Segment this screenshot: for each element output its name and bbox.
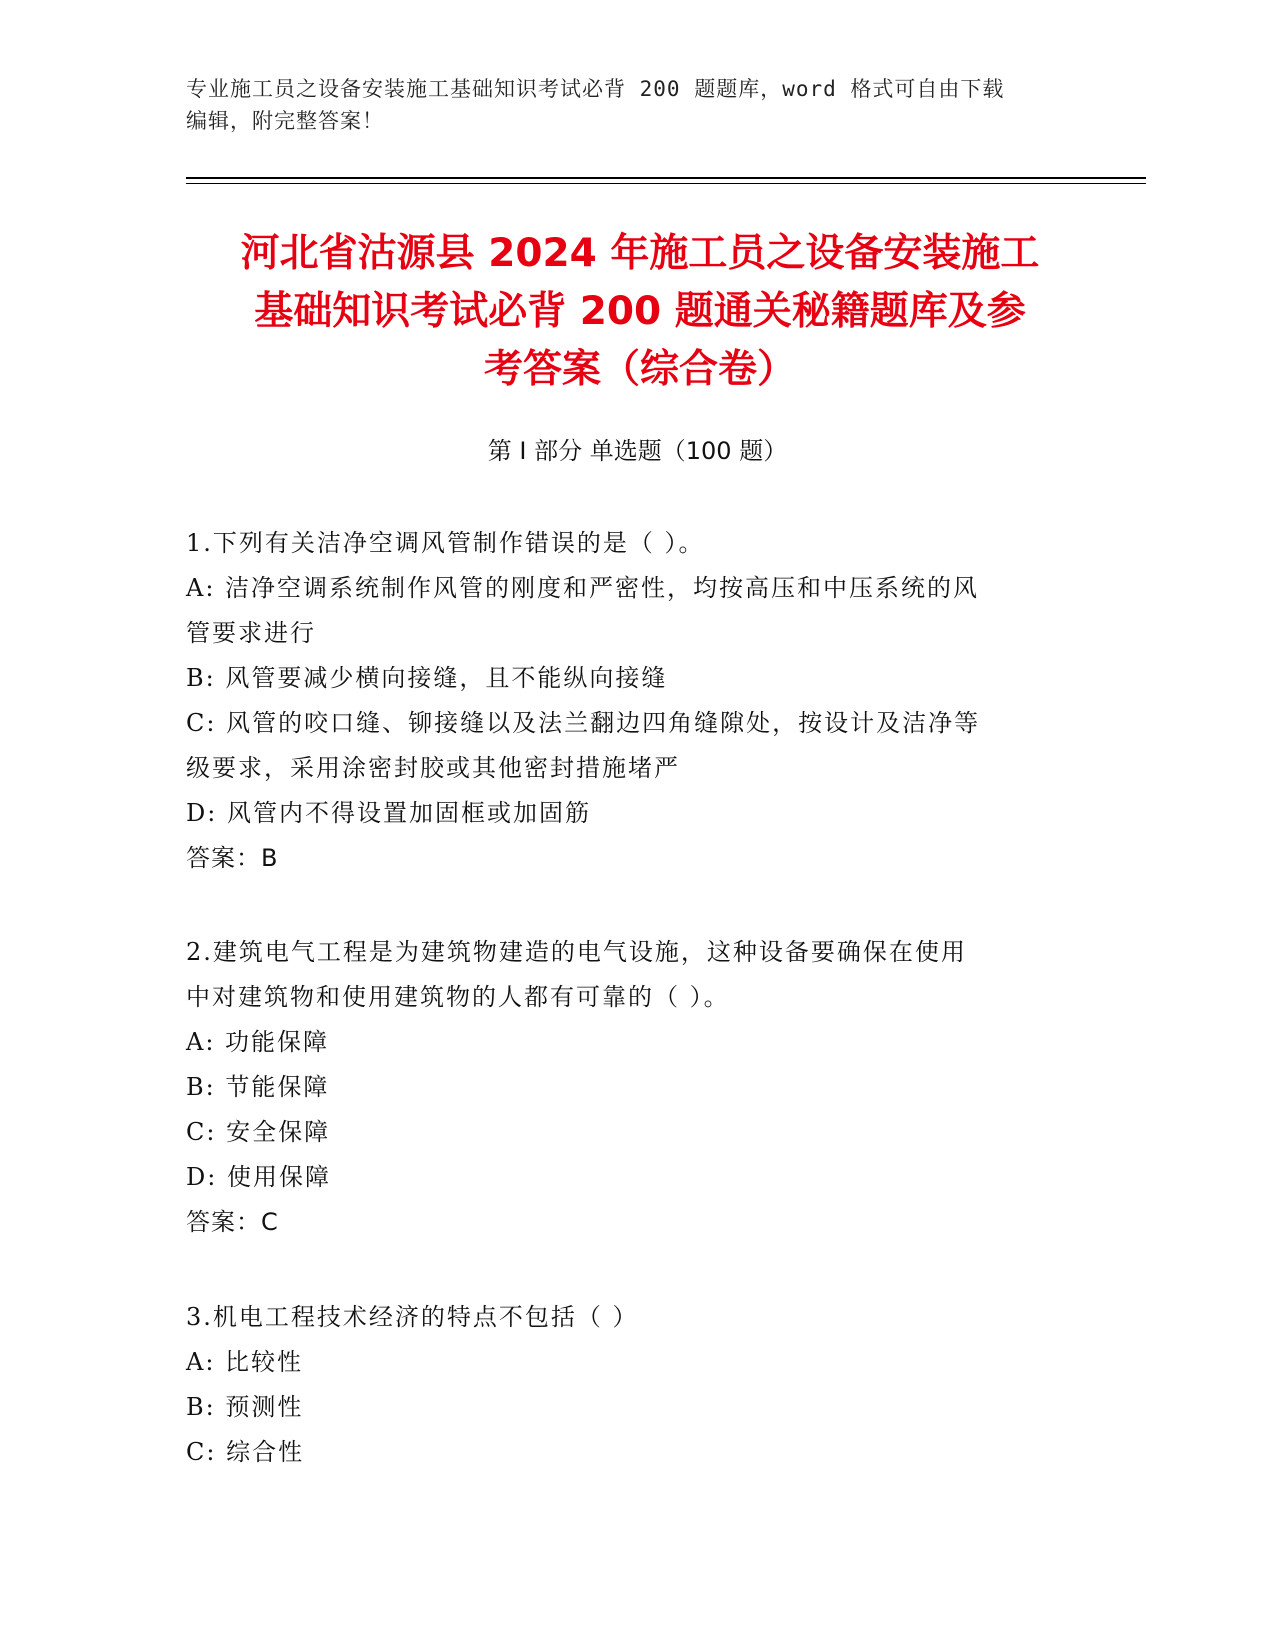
- option-c: C: 安全保障: [186, 1118, 331, 1146]
- option-a-cont: 管要求进行: [186, 619, 316, 647]
- answer: 答案：B: [186, 844, 279, 872]
- option-c: C: 风管的咬口缝、铆接缝以及法兰翻边四角缝隙处，按设计及洁净等: [186, 709, 981, 737]
- title-line-1: 河北省沽源县 2024 年施工员之设备安装施工: [240, 231, 1040, 276]
- option-a: A: 功能保障: [186, 1028, 330, 1056]
- header-note: [186, 73, 1066, 137]
- question-2: [186, 930, 1066, 1245]
- header-rule-thin: [186, 183, 1146, 184]
- question-1: [186, 521, 1066, 881]
- title-line-2: 基础知识考试必背 200 题通关秘籍题库及参: [254, 289, 1026, 334]
- question-3: [186, 1295, 1066, 1475]
- header-rule-thick: [186, 177, 1146, 179]
- header-note-line-1: 专业施工员之设备安装施工基础知识考试必背 200 题题库，word 格式可自由下载: [186, 77, 1005, 101]
- option-d: D: 风管内不得设置加固框或加固筋: [186, 799, 591, 827]
- option-c: C: 综合性: [186, 1438, 305, 1466]
- option-a: A: 洁净空调系统制作风管的刚度和严密性，均按高压和中压系统的风: [186, 574, 980, 602]
- question-stem: 1.下列有关洁净空调风管制作错误的是（ ）。: [186, 529, 705, 557]
- option-a: A: 比较性: [186, 1348, 304, 1376]
- question-stem-cont: 中对建筑物和使用建筑物的人都有可靠的（ ）。: [186, 983, 730, 1011]
- question-stem: 2.建筑电气工程是为建筑物建造的电气设施，这种设备要确保在使用: [186, 938, 967, 966]
- option-b: B: 节能保障: [186, 1073, 330, 1101]
- question-stem: 3.机电工程技术经济的特点不包括（ ）: [186, 1303, 639, 1331]
- option-b: B: 预测性: [186, 1393, 304, 1421]
- answer: 答案：C: [186, 1208, 279, 1236]
- option-c-cont: 级要求，采用涂密封胶或其他密封措施堵严: [186, 754, 680, 782]
- option-d: D: 使用保障: [186, 1163, 331, 1191]
- header-note-line-2: 编辑，附完整答案！: [186, 109, 384, 133]
- title-line-3: 考答案（综合卷）: [483, 347, 796, 392]
- section-heading: 第 I 部分 单选题（100 题）: [487, 437, 788, 465]
- option-b: B: 风管要减少横向接缝，且不能纵向接缝: [186, 664, 668, 692]
- document-title: [150, 225, 1130, 399]
